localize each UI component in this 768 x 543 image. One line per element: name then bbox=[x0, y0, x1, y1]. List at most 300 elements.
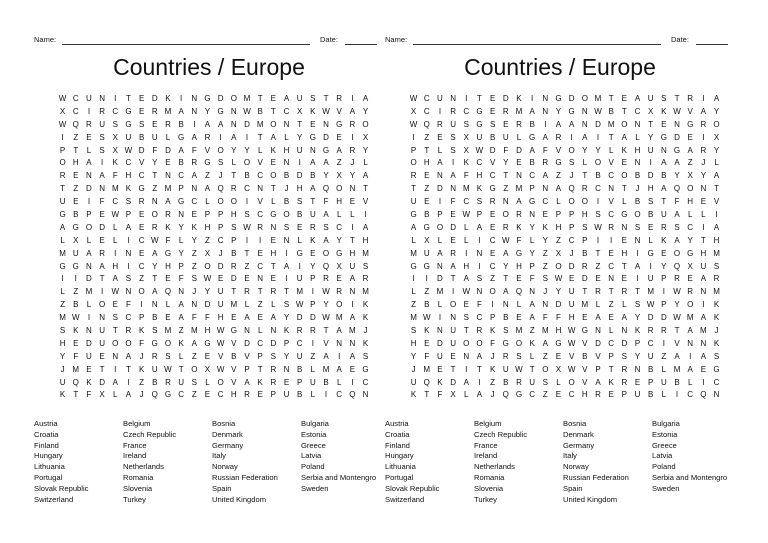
grid-letter[interactable]: I bbox=[87, 106, 91, 116]
grid-letter[interactable]: A bbox=[700, 274, 707, 284]
grid-letter[interactable]: L bbox=[86, 145, 92, 155]
grid-letter[interactable]: B bbox=[634, 171, 641, 181]
grid-letter[interactable]: O bbox=[449, 300, 457, 310]
grid-letter[interactable]: E bbox=[191, 210, 197, 220]
grid-letter[interactable]: U bbox=[349, 261, 356, 271]
grid-letter[interactable]: G bbox=[476, 106, 483, 116]
grid-letter[interactable]: U bbox=[568, 287, 575, 297]
grid-letter[interactable]: O bbox=[621, 171, 628, 181]
grid-letter[interactable]: T bbox=[270, 106, 276, 116]
grid-letter[interactable]: H bbox=[476, 171, 483, 181]
grid-letter[interactable]: F bbox=[503, 145, 509, 155]
grid-letter[interactable]: E bbox=[503, 119, 509, 129]
grid-letter[interactable]: R bbox=[674, 274, 680, 284]
grid-letter[interactable]: E bbox=[489, 94, 496, 103]
grid-letter[interactable]: A bbox=[217, 119, 224, 129]
grid-letter[interactable]: K bbox=[713, 313, 720, 323]
grid-letter[interactable]: N bbox=[634, 119, 641, 129]
grid-letter[interactable]: P bbox=[489, 313, 496, 323]
grid-letter[interactable]: K bbox=[516, 222, 522, 232]
grid-letter[interactable]: O bbox=[362, 119, 369, 129]
grid-letter[interactable]: E bbox=[270, 94, 276, 103]
grid-letter[interactable]: R bbox=[349, 119, 356, 129]
grid-letter[interactable]: A bbox=[323, 235, 329, 245]
grid-letter[interactable]: K bbox=[634, 326, 641, 336]
grid-letter[interactable]: P bbox=[410, 145, 417, 155]
grid-letter[interactable]: M bbox=[686, 313, 694, 323]
grid-letter[interactable]: E bbox=[138, 248, 145, 258]
grid-letter[interactable]: L bbox=[60, 287, 65, 297]
grid-letter[interactable]: R bbox=[165, 210, 171, 220]
grid-letter[interactable]: L bbox=[86, 300, 92, 310]
grid-letter[interactable]: I bbox=[127, 261, 130, 271]
grid-letter[interactable]: R bbox=[621, 287, 628, 297]
grid-letter[interactable]: E bbox=[582, 313, 588, 323]
grid-letter[interactable]: D bbox=[568, 94, 575, 103]
grid-letter[interactable]: I bbox=[491, 300, 494, 310]
grid-letter[interactable]: W bbox=[124, 145, 133, 155]
grid-letter[interactable]: N bbox=[700, 287, 707, 297]
grid-letter[interactable]: U bbox=[99, 338, 105, 348]
grid-letter[interactable]: S bbox=[661, 94, 667, 103]
grid-letter[interactable]: I bbox=[675, 390, 679, 400]
grid-letter[interactable]: I bbox=[285, 248, 288, 258]
grid-letter[interactable]: L bbox=[701, 210, 706, 220]
grid-letter[interactable]: H bbox=[634, 145, 641, 155]
grid-letter[interactable]: C bbox=[568, 390, 575, 400]
grid-letter[interactable]: M bbox=[673, 364, 681, 374]
grid-letter[interactable]: W bbox=[567, 364, 576, 374]
grid-letter[interactable]: Y bbox=[152, 261, 158, 271]
grid-letter[interactable]: D bbox=[99, 377, 105, 387]
grid-letter[interactable]: C bbox=[463, 106, 470, 116]
grid-letter[interactable]: D bbox=[86, 338, 92, 348]
grid-letter[interactable]: H bbox=[283, 145, 290, 155]
grid-letter[interactable]: Q bbox=[568, 184, 575, 194]
grid-letter[interactable]: V bbox=[595, 351, 601, 361]
grid-letter[interactable]: C bbox=[112, 197, 119, 207]
grid-letter[interactable]: E bbox=[99, 210, 105, 220]
grid-letter[interactable]: Y bbox=[204, 287, 211, 297]
grid-letter[interactable]: Q bbox=[322, 261, 330, 271]
grid-letter[interactable]: U bbox=[450, 119, 456, 129]
grid-letter[interactable]: R bbox=[502, 106, 509, 116]
grid-letter[interactable]: Z bbox=[529, 326, 535, 336]
grid-letter[interactable]: R bbox=[437, 119, 443, 129]
grid-letter[interactable]: K bbox=[424, 326, 430, 336]
grid-letter[interactable]: I bbox=[114, 94, 117, 103]
grid-letter[interactable]: A bbox=[112, 274, 118, 284]
grid-letter[interactable]: I bbox=[298, 261, 301, 271]
grid-letter[interactable]: C bbox=[647, 338, 654, 348]
grid-letter[interactable]: L bbox=[297, 235, 302, 245]
grid-letter[interactable]: R bbox=[270, 377, 277, 387]
grid-letter[interactable]: J bbox=[569, 248, 574, 258]
grid-letter[interactable]: E bbox=[516, 158, 522, 168]
grid-letter[interactable]: T bbox=[477, 94, 482, 103]
grid-letter[interactable]: Z bbox=[73, 184, 79, 194]
grid-letter[interactable]: I bbox=[245, 197, 249, 207]
grid-letter[interactable]: C bbox=[257, 171, 264, 181]
grid-letter[interactable]: T bbox=[595, 248, 601, 258]
grid-letter[interactable]: E bbox=[270, 158, 276, 168]
grid-letter[interactable]: L bbox=[310, 364, 316, 374]
grid-letter[interactable]: U bbox=[99, 326, 105, 336]
grid-letter[interactable]: C bbox=[125, 313, 132, 323]
grid-letter[interactable]: W bbox=[567, 338, 576, 348]
grid-letter[interactable]: A bbox=[713, 94, 720, 103]
grid-letter[interactable]: E bbox=[621, 94, 627, 103]
grid-letter[interactable]: X bbox=[204, 364, 211, 374]
grid-letter[interactable]: A bbox=[191, 171, 197, 181]
grid-letter[interactable]: R bbox=[595, 390, 601, 400]
grid-letter[interactable]: O bbox=[568, 377, 575, 387]
grid-letter[interactable]: D bbox=[674, 132, 680, 142]
grid-letter[interactable]: A bbox=[244, 377, 250, 387]
grid-letter[interactable]: T bbox=[126, 364, 131, 374]
grid-letter[interactable]: I bbox=[219, 132, 222, 142]
grid-letter[interactable]: T bbox=[112, 326, 118, 336]
grid-letter[interactable]: L bbox=[60, 235, 65, 245]
grid-letter[interactable]: J bbox=[635, 184, 640, 194]
grid-letter[interactable]: Z bbox=[205, 171, 210, 181]
grid-letter[interactable]: U bbox=[502, 132, 509, 142]
grid-letter[interactable]: B bbox=[231, 248, 237, 258]
grid-letter[interactable]: A bbox=[178, 300, 184, 310]
grid-letter[interactable]: P bbox=[297, 377, 303, 387]
grid-letter[interactable]: N bbox=[700, 338, 707, 348]
grid-letter[interactable]: I bbox=[311, 287, 314, 297]
grid-letter[interactable]: Z bbox=[191, 248, 197, 258]
grid-letter[interactable]: E bbox=[621, 235, 627, 245]
grid-letter[interactable]: U bbox=[72, 248, 79, 258]
grid-letter[interactable]: F bbox=[99, 197, 105, 207]
grid-letter[interactable]: T bbox=[661, 197, 667, 207]
grid-letter[interactable]: B bbox=[283, 197, 290, 207]
grid-letter[interactable]: F bbox=[112, 171, 118, 181]
grid-letter[interactable]: U bbox=[59, 197, 66, 207]
grid-letter[interactable]: C bbox=[72, 106, 79, 116]
grid-letter[interactable]: N bbox=[608, 274, 615, 284]
grid-letter[interactable]: N bbox=[270, 326, 277, 336]
grid-letter[interactable]: M bbox=[322, 364, 330, 374]
grid-letter[interactable]: E bbox=[310, 119, 316, 129]
grid-letter[interactable]: A bbox=[99, 261, 105, 271]
grid-letter[interactable]: R bbox=[230, 184, 237, 194]
grid-letter[interactable]: N bbox=[502, 197, 509, 207]
grid-letter[interactable]: N bbox=[257, 274, 264, 284]
grid-letter[interactable]: R bbox=[516, 377, 522, 387]
grid-letter[interactable]: V bbox=[568, 351, 575, 361]
grid-letter[interactable]: E bbox=[648, 222, 654, 232]
grid-letter[interactable]: Y bbox=[713, 106, 720, 116]
grid-letter[interactable]: A bbox=[582, 132, 588, 142]
grid-letter[interactable]: L bbox=[516, 132, 522, 142]
grid-letter[interactable]: O bbox=[191, 364, 198, 374]
grid-letter[interactable]: R bbox=[450, 106, 456, 116]
grid-letter[interactable]: A bbox=[595, 377, 601, 387]
grid-letter[interactable]: P bbox=[178, 261, 184, 271]
grid-letter[interactable]: X bbox=[99, 390, 105, 400]
grid-letter[interactable]: O bbox=[581, 197, 588, 207]
grid-letter[interactable]: B bbox=[73, 210, 79, 220]
grid-letter[interactable]: Y bbox=[59, 351, 66, 361]
grid-letter[interactable]: T bbox=[674, 94, 680, 103]
grid-letter[interactable]: U bbox=[296, 145, 303, 155]
grid-letter[interactable]: A bbox=[674, 351, 680, 361]
grid-letter[interactable]: M bbox=[515, 106, 523, 116]
grid-letter[interactable]: A bbox=[178, 313, 184, 323]
grid-letter[interactable]: M bbox=[164, 326, 172, 336]
grid-letter[interactable]: T bbox=[463, 326, 469, 336]
grid-letter[interactable]: W bbox=[151, 235, 159, 245]
grid-letter[interactable]: O bbox=[634, 210, 641, 220]
grid-letter[interactable]: G bbox=[660, 132, 667, 142]
grid-letter[interactable]: G bbox=[125, 106, 132, 116]
grid-letter[interactable]: C bbox=[178, 171, 185, 181]
grid-letter[interactable]: A bbox=[125, 390, 132, 400]
grid-letter[interactable]: P bbox=[125, 210, 132, 220]
grid-letter[interactable]: C bbox=[463, 197, 470, 207]
grid-letter[interactable]: Y bbox=[555, 287, 562, 297]
grid-letter[interactable]: H bbox=[59, 338, 66, 348]
grid-letter[interactable]: K bbox=[463, 158, 469, 168]
grid-letter[interactable]: A bbox=[204, 184, 211, 194]
grid-letter[interactable]: V bbox=[257, 197, 263, 207]
grid-letter[interactable]: W bbox=[322, 287, 330, 297]
grid-letter[interactable]: N bbox=[323, 119, 329, 129]
grid-letter[interactable]: J bbox=[139, 351, 144, 361]
grid-letter[interactable]: S bbox=[463, 119, 469, 129]
grid-letter[interactable]: Y bbox=[503, 158, 509, 168]
grid-letter[interactable]: N bbox=[476, 248, 483, 258]
grid-letter[interactable]: N bbox=[634, 158, 641, 168]
grid-letter[interactable]: Q bbox=[72, 119, 79, 129]
grid-letter[interactable]: R bbox=[309, 326, 316, 336]
grid-letter[interactable]: C bbox=[634, 106, 641, 116]
grid-letter[interactable]: C bbox=[112, 106, 119, 116]
grid-letter[interactable]: G bbox=[204, 158, 211, 168]
grid-letter[interactable]: K bbox=[310, 106, 316, 116]
grid-letter[interactable]: A bbox=[349, 313, 356, 323]
grid-letter[interactable]: H bbox=[581, 390, 588, 400]
grid-letter[interactable]: B bbox=[424, 210, 430, 220]
grid-letter[interactable]: V bbox=[582, 364, 588, 374]
grid-letter[interactable]: C bbox=[542, 197, 549, 207]
grid-letter[interactable]: O bbox=[151, 210, 158, 220]
grid-letter[interactable]: H bbox=[165, 261, 171, 271]
grid-letter[interactable]: O bbox=[568, 197, 575, 207]
grid-letter[interactable]: N bbox=[99, 313, 105, 323]
grid-letter[interactable]: Z bbox=[595, 261, 601, 271]
grid-letter[interactable]: E bbox=[112, 300, 118, 310]
grid-letter[interactable]: N bbox=[581, 106, 588, 116]
grid-letter[interactable]: R bbox=[542, 158, 549, 168]
grid-letter[interactable]: A bbox=[568, 119, 575, 129]
grid-letter[interactable]: A bbox=[283, 94, 290, 103]
grid-letter[interactable]: I bbox=[610, 235, 613, 245]
grid-letter[interactable]: X bbox=[463, 132, 469, 142]
grid-letter[interactable]: C bbox=[362, 377, 369, 387]
grid-letter[interactable]: F bbox=[556, 313, 561, 323]
grid-letter[interactable]: M bbox=[423, 364, 431, 374]
grid-letter[interactable]: R bbox=[191, 158, 198, 168]
grid-letter[interactable]: S bbox=[244, 210, 250, 220]
grid-letter[interactable]: D bbox=[244, 338, 250, 348]
grid-letter[interactable]: U bbox=[423, 248, 430, 258]
grid-letter[interactable]: P bbox=[476, 210, 483, 220]
grid-letter[interactable]: J bbox=[284, 184, 289, 194]
grid-letter[interactable]: C bbox=[257, 338, 264, 348]
grid-letter[interactable]: T bbox=[323, 326, 329, 336]
grid-letter[interactable]: R bbox=[257, 222, 264, 232]
grid-letter[interactable]: C bbox=[283, 106, 290, 116]
grid-letter[interactable]: T bbox=[152, 171, 158, 181]
grid-letter[interactable]: G bbox=[687, 119, 694, 129]
grid-letter[interactable]: P bbox=[568, 222, 575, 232]
grid-letter[interactable]: K bbox=[257, 377, 263, 387]
grid-letter[interactable]: W bbox=[673, 106, 681, 116]
grid-letter[interactable]: N bbox=[165, 171, 171, 181]
grid-letter[interactable]: E bbox=[489, 222, 496, 232]
grid-letter[interactable]: O bbox=[436, 222, 444, 232]
grid-letter[interactable]: B bbox=[489, 132, 496, 142]
grid-letter[interactable]: O bbox=[164, 338, 172, 348]
grid-letter[interactable]: B bbox=[582, 351, 588, 361]
grid-letter[interactable]: S bbox=[362, 261, 369, 271]
grid-letter[interactable]: B bbox=[231, 351, 237, 361]
grid-letter[interactable]: M bbox=[647, 287, 655, 297]
grid-letter[interactable]: L bbox=[529, 235, 535, 245]
grid-letter[interactable]: P bbox=[582, 235, 588, 245]
grid-letter[interactable]: C bbox=[244, 184, 250, 194]
grid-letter[interactable]: W bbox=[164, 364, 172, 374]
grid-letter[interactable]: A bbox=[349, 351, 356, 361]
grid-letter[interactable]: R bbox=[204, 132, 211, 142]
grid-letter[interactable]: M bbox=[700, 326, 707, 336]
grid-letter[interactable]: D bbox=[581, 274, 588, 284]
grid-letter[interactable]: J bbox=[569, 171, 574, 181]
grid-letter[interactable]: P bbox=[621, 390, 627, 400]
grid-letter[interactable]: G bbox=[515, 390, 523, 400]
grid-letter[interactable]: U bbox=[296, 274, 303, 284]
grid-letter[interactable]: W bbox=[422, 313, 431, 323]
grid-letter[interactable]: M bbox=[713, 287, 720, 297]
grid-letter[interactable]: I bbox=[438, 197, 442, 207]
grid-letter[interactable]: T bbox=[621, 261, 627, 271]
grid-letter[interactable]: S bbox=[410, 326, 417, 336]
grid-letter[interactable]: E bbox=[270, 235, 276, 245]
grid-letter[interactable]: S bbox=[476, 197, 483, 207]
grid-letter[interactable]: I bbox=[531, 94, 534, 103]
grid-letter[interactable]: B bbox=[310, 171, 316, 181]
grid-letter[interactable]: M bbox=[349, 326, 356, 336]
grid-letter[interactable]: E bbox=[489, 106, 496, 116]
grid-letter[interactable]: X bbox=[687, 171, 693, 181]
grid-letter[interactable]: H bbox=[125, 171, 132, 181]
grid-letter[interactable]: E bbox=[450, 351, 456, 361]
grid-letter[interactable]: G bbox=[178, 132, 185, 142]
grid-letter[interactable]: T bbox=[284, 287, 289, 297]
grid-letter[interactable]: B bbox=[503, 313, 509, 323]
grid-letter[interactable]: X bbox=[297, 106, 303, 116]
grid-letter[interactable]: F bbox=[490, 338, 496, 348]
grid-letter[interactable]: W bbox=[322, 313, 330, 323]
grid-letter[interactable]: R bbox=[608, 222, 615, 232]
grid-letter[interactable]: Z bbox=[191, 351, 197, 361]
grid-letter[interactable]: S bbox=[648, 197, 654, 207]
grid-letter[interactable]: E bbox=[99, 235, 105, 245]
grid-letter[interactable]: W bbox=[409, 119, 418, 129]
grid-letter[interactable]: Z bbox=[191, 390, 197, 400]
grid-letter[interactable]: R bbox=[244, 390, 250, 400]
grid-letter[interactable]: E bbox=[336, 132, 342, 142]
grid-letter[interactable]: H bbox=[336, 197, 343, 207]
grid-letter[interactable]: E bbox=[310, 248, 316, 258]
grid-letter[interactable]: D bbox=[568, 261, 575, 271]
grid-letter[interactable]: U bbox=[217, 287, 224, 297]
grid-letter[interactable]: T bbox=[270, 184, 276, 194]
grid-letter[interactable]: I bbox=[351, 300, 354, 310]
grid-letter[interactable]: K bbox=[516, 94, 522, 103]
grid-letter[interactable]: M bbox=[410, 313, 417, 323]
grid-letter[interactable]: A bbox=[59, 222, 66, 232]
grid-letter[interactable]: L bbox=[113, 390, 118, 400]
grid-letter[interactable]: E bbox=[621, 274, 627, 284]
grid-letter[interactable]: U bbox=[450, 326, 456, 336]
grid-letter[interactable]: U bbox=[660, 210, 667, 220]
grid-letter[interactable]: S bbox=[125, 197, 132, 207]
grid-letter[interactable]: Z bbox=[542, 248, 548, 258]
grid-letter[interactable]: S bbox=[450, 145, 456, 155]
grid-letter[interactable]: N bbox=[309, 145, 316, 155]
grid-letter[interactable]: X bbox=[112, 145, 118, 155]
grid-letter[interactable]: O bbox=[502, 210, 509, 220]
grid-letter[interactable]: N bbox=[191, 106, 198, 116]
grid-letter[interactable]: F bbox=[178, 274, 184, 284]
grid-letter[interactable]: N bbox=[86, 261, 92, 271]
grid-letter[interactable]: O bbox=[322, 248, 330, 258]
grid-letter[interactable]: E bbox=[700, 364, 707, 374]
grid-letter[interactable]: E bbox=[424, 338, 430, 348]
grid-letter[interactable]: N bbox=[230, 119, 237, 129]
grid-letter[interactable]: Z bbox=[424, 132, 430, 142]
grid-letter[interactable]: L bbox=[661, 390, 667, 400]
grid-letter[interactable]: E bbox=[86, 364, 92, 374]
grid-letter[interactable]: R bbox=[165, 377, 171, 387]
grid-letter[interactable]: C bbox=[568, 235, 575, 245]
grid-letter[interactable]: T bbox=[503, 171, 509, 181]
grid-letter[interactable]: U bbox=[309, 377, 316, 387]
grid-letter[interactable]: T bbox=[60, 184, 66, 194]
grid-letter[interactable]: Q bbox=[164, 287, 172, 297]
grid-letter[interactable]: N bbox=[178, 210, 185, 220]
grid-letter[interactable]: B bbox=[73, 300, 79, 310]
grid-letter[interactable]: H bbox=[700, 248, 707, 258]
grid-letter[interactable]: G bbox=[59, 261, 66, 271]
grid-letter[interactable]: G bbox=[647, 248, 654, 258]
grid-letter[interactable]: P bbox=[86, 210, 92, 220]
grid-letter[interactable]: W bbox=[475, 145, 484, 155]
grid-letter[interactable]: H bbox=[423, 158, 430, 168]
grid-letter[interactable]: N bbox=[99, 184, 105, 194]
grid-letter[interactable]: L bbox=[464, 235, 469, 245]
grid-letter[interactable]: I bbox=[351, 94, 354, 103]
grid-letter[interactable]: A bbox=[555, 184, 562, 194]
grid-letter[interactable]: W bbox=[111, 287, 120, 297]
grid-letter[interactable]: A bbox=[336, 145, 342, 155]
grid-letter[interactable]: Q bbox=[673, 261, 681, 271]
